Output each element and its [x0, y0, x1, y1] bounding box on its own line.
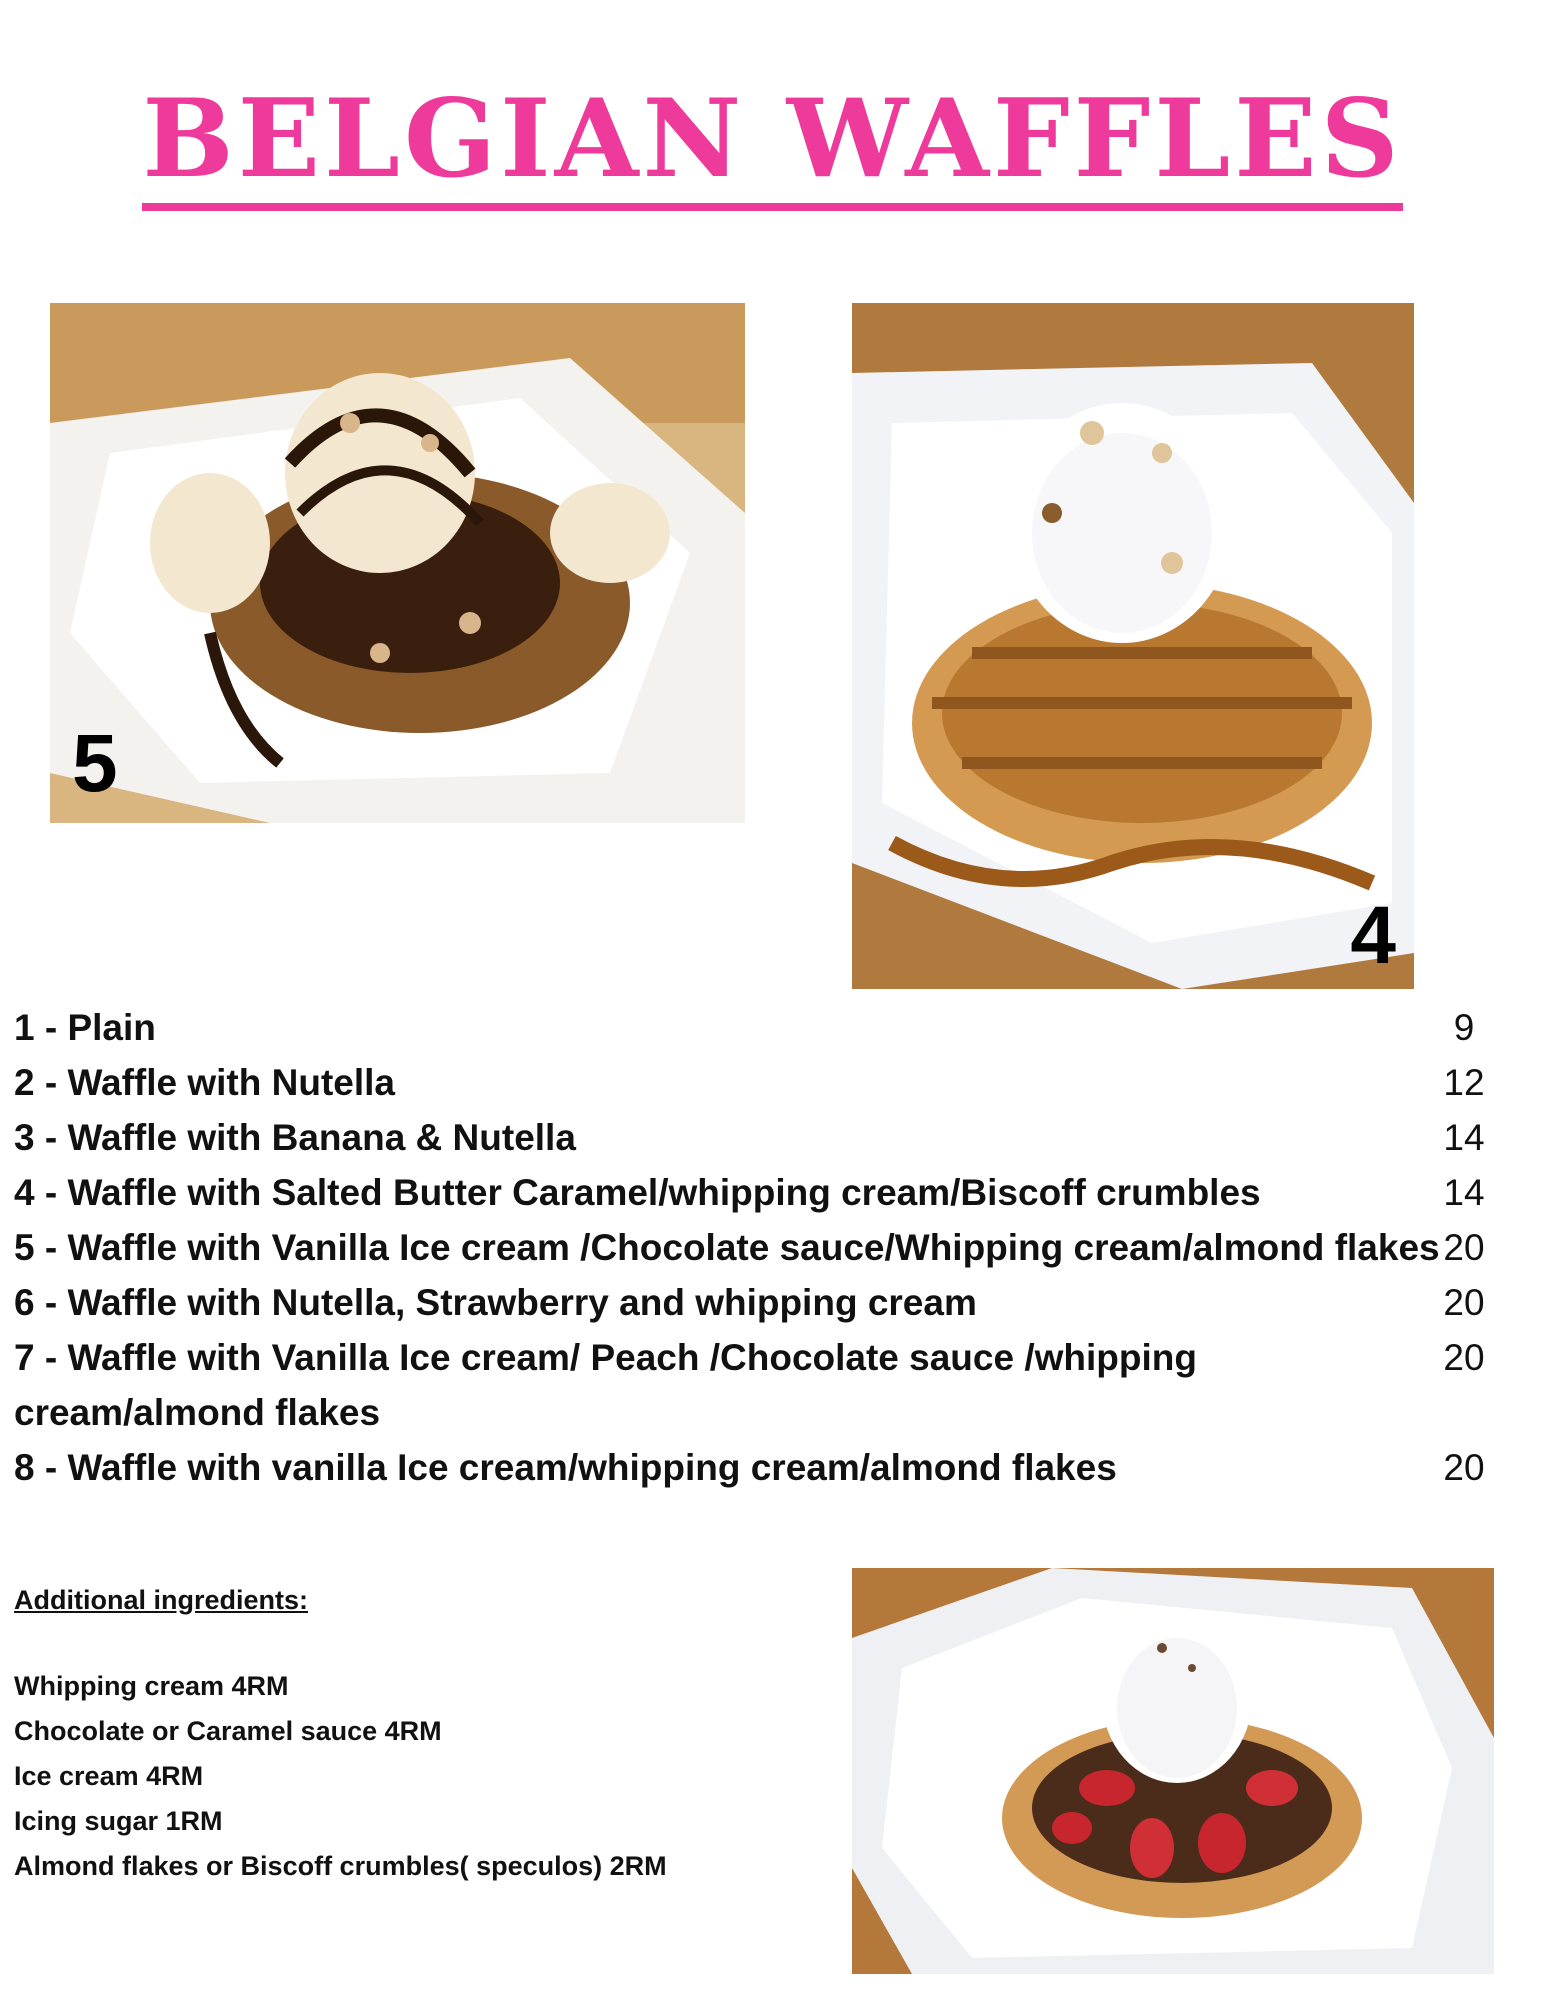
- menu-item-name: 7 - Waffle with Vanilla Ice cream/ Peach /Chocolate sauce /whipping cream/almond flakes: [14, 1337, 1197, 1433]
- ingredient-item: Ice cream 4RM: [14, 1761, 204, 1791]
- ingredient-item: Whipping cream 4RM: [14, 1671, 289, 1701]
- menu-item-name: 8 - Waffle with vanilla Ice cream/whipping cream/almond flakes: [14, 1447, 1117, 1488]
- photo-label-4: 4: [1350, 890, 1396, 981]
- menu-item-name: 3 - Waffle with Banana & Nutella: [14, 1117, 576, 1158]
- additional-ingredients-heading: Additional ingredients:: [14, 1585, 308, 1615]
- menu-list: [14, 1000, 1504, 1495]
- menu-item: [14, 1110, 1504, 1165]
- menu-item-name: 6 - Waffle with Nutella, Strawberry and whipping cream: [14, 1282, 977, 1323]
- page-title-wrapper: [0, 76, 1545, 211]
- menu-item-price: 20: [1443, 1227, 1485, 1268]
- waffle-photo-5: [50, 303, 745, 823]
- menu-item-price: 14: [1443, 1117, 1485, 1158]
- photo-label-5: 5: [72, 718, 118, 809]
- ingredient-item: Icing sugar 1RM: [14, 1806, 223, 1836]
- menu-item-price: 20: [1443, 1337, 1485, 1378]
- waffle-photo-strawberry: [852, 1568, 1494, 1974]
- menu-item: [14, 1220, 1504, 1275]
- menu-item: [14, 1330, 1504, 1440]
- menu-item-name: 4 - Waffle with Salted Butter Caramel/whipping cream/Biscoff crumbles: [14, 1172, 1261, 1213]
- additional-ingredients-list: [14, 1664, 667, 1889]
- menu-item: [14, 1000, 1504, 1055]
- menu-item-name: 5 - Waffle with Vanilla Ice cream /Chocolate sauce/Whipping cream/almond flakes: [14, 1227, 1440, 1268]
- menu-item: [14, 1275, 1504, 1330]
- additional-ingredients: [14, 1578, 667, 1889]
- menu-item-price: 9: [1453, 1007, 1475, 1048]
- waffle-photo-4-image: [852, 303, 1414, 989]
- menu-item-price: 20: [1443, 1282, 1485, 1323]
- menu-item-name: 1 - Plain: [14, 1007, 156, 1048]
- menu-item: [14, 1055, 1504, 1110]
- page-title: BELGIAN WAFFLES: [142, 85, 1402, 211]
- ingredient-item: Almond flakes or Biscoff crumbles( speculos) 2RM: [14, 1851, 667, 1881]
- menu-item: [14, 1440, 1504, 1495]
- waffle-photo-4: [852, 303, 1414, 989]
- menu-item-price: 14: [1443, 1172, 1485, 1213]
- menu-item-price: 12: [1443, 1062, 1485, 1103]
- waffle-photo-5-image: [50, 303, 745, 823]
- menu-item: [14, 1165, 1504, 1220]
- ingredient-item: Chocolate or Caramel sauce 4RM: [14, 1716, 442, 1746]
- menu-item-price: 20: [1443, 1447, 1485, 1488]
- menu-item-name: 2 - Waffle with Nutella: [14, 1062, 395, 1103]
- waffle-photo-strawberry-image: [852, 1568, 1494, 1974]
